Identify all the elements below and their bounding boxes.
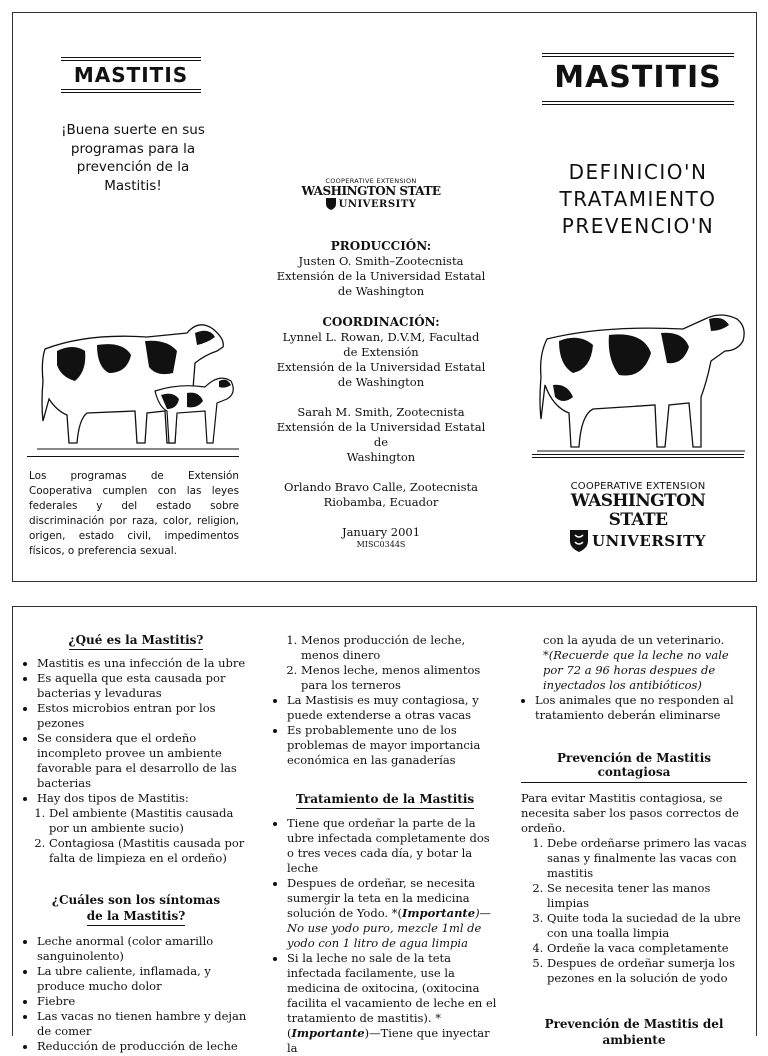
wsu-shield-icon [570, 530, 588, 552]
list-item: • Fiebre [37, 994, 249, 1009]
credits: PRODUCCIÓN: Justen O. Smith–Zootecnista Extensión de la Universidad Estatal de Washington COORDINACIÓN: Lynnel L. Rowan, D.V.M, Facultad de Extensión Extensión de la Universidad Estatal de Washington Sarah M. Smith, Zootecnista Extensión de la Universidad Estatal de Washington Orlando Bravo Calle, Zootecnista Riobamba, Ecuador January 2001 MISC0344S [271, 239, 491, 550]
wsu-logo-large: COOPERATIVE EXTENSION WASHINGTON STATE UNIVERSITY [570, 481, 707, 550]
left-title-rule-top [61, 57, 201, 61]
publication-date: January 2001 [341, 525, 421, 539]
list-item: • La Mastisis es muy contagiosa, y puede extenderse a otras vacas [287, 693, 497, 723]
right-title-rule-top [542, 53, 734, 57]
left-title-rule-bottom [61, 89, 201, 93]
left-title: MASTITIS [73, 63, 189, 87]
list-item: 3. Quite toda la suciedad de la ubre con una toalla limpia [547, 911, 747, 941]
list-item: 4. Ordeñe la vaca completamente [547, 941, 747, 956]
heading-what-is-mastitis: ¿Qué es la Mastitis? [23, 633, 249, 647]
mastitis-types-list [23, 806, 249, 866]
good-luck-text: ¡Buena suerte en sus programas para la prevención de la Mastitis! [61, 122, 205, 194]
contagion-list [273, 693, 497, 768]
treatment-continued: con la ayuda de un veterinario. [543, 633, 725, 647]
right-illustration-rule [532, 454, 744, 458]
left-illustration-rule [27, 456, 239, 457]
list-item: • Reducción de producción de leche [37, 1039, 249, 1054]
list-item: • Es probablemente uno de los problemas de mayor importancia económica en las ganaderías [287, 723, 497, 768]
list-item: • Despues de ordeñar, se necesita sumergir la teta en la medicina solución de Yodo. *(Importante)—No use yodo puro, mezcle 1ml de yodo con 1 litro de agua limpia [287, 876, 497, 951]
right-title-rule-bottom [542, 101, 734, 105]
list-item: • Los animales que no responden al tratamiento deberán eliminarse [535, 693, 747, 723]
inner-panel [12, 606, 757, 1055]
list-item: • Las vacas no tienen hambre y dejan de comer [37, 1009, 249, 1039]
right-title: MASTITIS [554, 60, 722, 95]
consequences-list [273, 633, 497, 693]
list-item: • Tiene que ordeñar la parte de la ubre infectada completamente dos o tres veces cada día, y botar la leche [287, 816, 497, 876]
list-item: 2. Menos leche, menos alimentos para los terneros [301, 663, 497, 693]
heading-treatment: Tratamiento de la Mastitis [273, 792, 497, 806]
list-item: • Se considera que el ordeño incompleto provee un ambiente favorable para el desarrollo de las bacterias [37, 731, 249, 791]
column-treatment [273, 633, 497, 1056]
list-item: 1. Del ambiente (Mastitis causada por un ambiente sucio) [49, 806, 249, 836]
cow-and-calf-illustration [27, 311, 243, 453]
list-item: 1. Menos producción de leche, menos dinero [301, 633, 497, 663]
heading-environmental-prevention: Prevención de Mastitis del ambiente [544, 1017, 724, 1047]
treatment-list [273, 816, 497, 1056]
milking-steps-list [521, 836, 747, 986]
column-definition [23, 633, 249, 1054]
heading-symptoms: ¿Cuáles son los síntomas de la Mastitis? [23, 892, 249, 924]
produccion-heading: PRODUCCIÓN: [330, 239, 432, 253]
list-item: 2. Contagiosa (Mastitis causada por falta de limpieza en el ordeño) [49, 836, 249, 866]
list-item: • Mastitis es una infección de la ubre [37, 656, 249, 671]
heading-contagious-prevention: Prevención de Mastitis contagiosa [521, 751, 747, 783]
cover-panel [12, 12, 757, 582]
definition-list [23, 656, 249, 806]
elimination-list [521, 693, 747, 723]
list-item: • Estos microbios entran por los pezones [37, 701, 249, 731]
cow-illustration [533, 305, 749, 455]
symptoms-list [23, 934, 249, 1054]
list-item: • Es aquella que esta causada por bacterias y levaduras [37, 671, 249, 701]
coordinacion-heading: COORDINACIÓN: [322, 315, 440, 329]
antibiotic-note: *(Recuerde que la leche no vale por 72 a 96 horas despues de inyectados los antibióticos) [543, 648, 729, 692]
wsu-shield-icon [326, 198, 336, 210]
list-item: • Leche anormal (color amarillo sanguinolento) [37, 934, 249, 964]
wsu-logo-small: COOPERATIVE EXTENSION WASHINGTON STATE UNIVERSITY [301, 177, 441, 210]
disclaimer-text: Los programas de Extensión Cooperativa cumplen con las leyes federales y del estado sobre discriminación por raza, color, religion, origen, estado civil, impedimentos físicos, o preferencia sexual. [29, 470, 239, 557]
list-item: 5. Despues de ordeñar sumerja los pezones en la solución de yodo [547, 956, 747, 986]
list-item: • Si la leche no sale de la teta infectada facilamente, use la medicina de oxitocina, (oxitocina facilita el vacamiento de leche en el tratamiento de mastitis). *(Importante)—Tiene que inyectar la [287, 951, 497, 1056]
list-item: • La ubre caliente, inflamada, y produce mucho dolor [37, 964, 249, 994]
list-item: 2. Se necesita tener las manos limpias [547, 881, 747, 911]
list-item: • Hay dos tipos de Mastitis: [37, 791, 249, 806]
list-item: 1. Debe ordeñarse primero las vacas sanas y finalmente las vacas con mastitis [547, 836, 747, 881]
publication-code: MISC0344S [356, 540, 406, 549]
subtitle: DEFINICIO'N TRATAMIENTO PREVENCIO'N [559, 160, 717, 238]
column-prevention [521, 633, 747, 1048]
prevention-intro: Para evitar Mastitis contagiosa, se necesita saber los pasos correctos de ordeño. [521, 791, 739, 835]
